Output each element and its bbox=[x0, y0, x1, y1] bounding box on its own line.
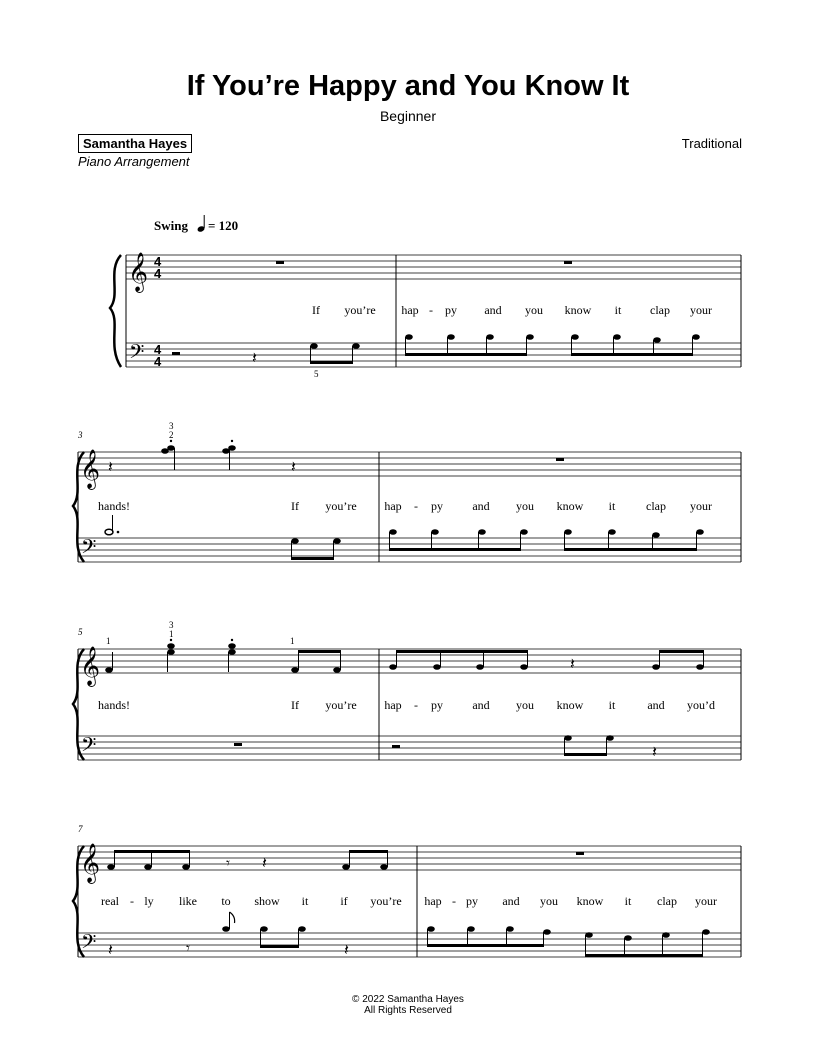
treble-clef-icon: 𝄞 bbox=[80, 843, 101, 883]
svg-text:-: - bbox=[452, 894, 456, 908]
svg-text:your: your bbox=[690, 303, 712, 317]
fingering: 5 bbox=[314, 369, 319, 379]
system-1 bbox=[110, 252, 741, 379]
measure-number: 7 bbox=[78, 824, 83, 834]
svg-text:4: 4 bbox=[154, 254, 162, 269]
fingering: 3 bbox=[169, 421, 174, 431]
rights-notice: All Rights Reserved bbox=[364, 1005, 452, 1016]
system-2 bbox=[73, 421, 741, 563]
svg-text:-: - bbox=[429, 303, 433, 317]
svg-text:and: and bbox=[484, 303, 502, 317]
quarter-note-icon bbox=[197, 215, 206, 233]
svg-text:py: py bbox=[466, 894, 478, 908]
svg-text:you’re: you’re bbox=[370, 894, 402, 908]
svg-text:know: know bbox=[576, 894, 604, 908]
svg-text:you’re: you’re bbox=[325, 698, 357, 712]
tempo-bpm: = 120 bbox=[208, 218, 239, 233]
tempo-style: Swing bbox=[154, 218, 188, 233]
svg-text:to: to bbox=[221, 894, 231, 908]
svg-text:-: - bbox=[130, 894, 134, 908]
svg-text:and: and bbox=[472, 698, 490, 712]
svg-text:1: 1 bbox=[169, 629, 174, 639]
bass-staff bbox=[78, 933, 741, 957]
arrangement-note: Piano Arrangement bbox=[78, 154, 190, 169]
bass-eighth-notes bbox=[291, 529, 704, 560]
composer-name: Traditional bbox=[681, 136, 742, 151]
system-3 bbox=[73, 620, 741, 761]
svg-text:it: it bbox=[624, 894, 632, 908]
half-rest-icon bbox=[172, 352, 180, 355]
svg-text:and: and bbox=[502, 894, 520, 908]
measure-number: 5 bbox=[78, 627, 83, 637]
page-title: If You’re Happy and You Know It bbox=[186, 70, 630, 102]
svg-text:your: your bbox=[695, 894, 717, 908]
quarter-rest-icon: 𝄽 bbox=[344, 940, 349, 959]
treble-staff bbox=[78, 846, 741, 870]
time-signature bbox=[154, 254, 162, 369]
svg-text:know: know bbox=[556, 698, 584, 712]
svg-text:know: know bbox=[556, 499, 584, 513]
svg-text:1: 1 bbox=[290, 636, 295, 646]
quarter-rest-icon: 𝄽 bbox=[252, 348, 257, 367]
whole-rest-icon bbox=[564, 261, 572, 264]
treble-clef-icon: 𝄞 bbox=[128, 252, 149, 292]
svg-text:real: real bbox=[101, 894, 119, 908]
svg-text:you: you bbox=[516, 499, 534, 513]
svg-text:hap: hap bbox=[384, 698, 402, 712]
eighth-rest-icon: 𝄾 bbox=[186, 939, 190, 957]
svg-text:it: it bbox=[608, 698, 616, 712]
whole-rest-icon bbox=[576, 852, 584, 855]
svg-text:ly: ly bbox=[144, 894, 154, 908]
svg-text:clap: clap bbox=[657, 894, 677, 908]
bass-eighth-notes bbox=[405, 334, 700, 356]
lyrics-line bbox=[101, 894, 717, 908]
bass-clef-icon: 𝄢 bbox=[129, 340, 145, 368]
treble-clef-icon: 𝄞 bbox=[80, 646, 101, 686]
svg-text:1: 1 bbox=[106, 636, 111, 646]
svg-text:4: 4 bbox=[154, 354, 162, 369]
page-footer bbox=[0, 994, 816, 1016]
bass-staff bbox=[78, 736, 741, 760]
svg-text:know: know bbox=[564, 303, 592, 317]
lyrics-line bbox=[312, 303, 712, 317]
svg-text:If: If bbox=[312, 303, 320, 317]
quarter-rest-icon: 𝄽 bbox=[108, 457, 113, 476]
svg-text:4: 4 bbox=[154, 342, 162, 357]
grand-staff-brace bbox=[110, 255, 121, 367]
svg-text:hap: hap bbox=[424, 894, 442, 908]
svg-text:it: it bbox=[301, 894, 309, 908]
copyright-notice: © 2022 Samantha Hayes bbox=[352, 994, 464, 1005]
measure-number: 3 bbox=[78, 430, 83, 440]
bass-eighth-notes bbox=[222, 912, 710, 957]
whole-rest-icon bbox=[556, 458, 564, 461]
bass-clef-icon: 𝄢 bbox=[81, 733, 97, 761]
quarter-rest-icon: 𝄽 bbox=[570, 654, 575, 673]
half-rest-icon bbox=[392, 745, 400, 748]
svg-text:py: py bbox=[445, 303, 457, 317]
treble-clef-icon: 𝄞 bbox=[80, 449, 101, 489]
quarter-rest-icon: 𝄽 bbox=[108, 940, 113, 959]
svg-text:you: you bbox=[540, 894, 558, 908]
arranger-name: Samantha Hayes bbox=[78, 134, 192, 153]
svg-text:4: 4 bbox=[154, 266, 162, 281]
svg-text:and: and bbox=[647, 698, 665, 712]
quarter-rest-icon: 𝄽 bbox=[652, 742, 657, 761]
svg-text:If: If bbox=[291, 499, 299, 513]
lyrics-line bbox=[98, 698, 715, 712]
whole-rest-icon bbox=[276, 261, 284, 264]
quarter-rest-icon: 𝄽 bbox=[291, 457, 296, 476]
svg-text:hands!: hands! bbox=[98, 698, 130, 712]
treble-staff bbox=[78, 452, 741, 476]
svg-text:-: - bbox=[414, 499, 418, 513]
svg-text:py: py bbox=[431, 499, 443, 513]
svg-text:3: 3 bbox=[169, 620, 174, 630]
quarter-rest-icon: 𝄽 bbox=[262, 853, 267, 872]
bass-clef-icon: 𝄢 bbox=[81, 535, 97, 563]
eighth-rest-icon: 𝄾 bbox=[226, 854, 230, 872]
svg-text:hap: hap bbox=[401, 303, 419, 317]
bass-dotted-half-note bbox=[105, 515, 119, 535]
whole-rest-icon bbox=[234, 743, 242, 746]
svg-text:you’re: you’re bbox=[344, 303, 376, 317]
svg-text:your: your bbox=[690, 499, 712, 513]
difficulty-subtitle: Beginner bbox=[379, 108, 437, 124]
svg-text:you: you bbox=[525, 303, 543, 317]
svg-text:it: it bbox=[614, 303, 622, 317]
svg-text:clap: clap bbox=[646, 499, 666, 513]
svg-text:hands!: hands! bbox=[98, 499, 130, 513]
svg-text:you’re: you’re bbox=[325, 499, 357, 513]
svg-text:show: show bbox=[254, 894, 280, 908]
bass-clef-icon: 𝄢 bbox=[81, 930, 97, 958]
svg-text:like: like bbox=[179, 894, 197, 908]
treble-notes bbox=[105, 639, 704, 673]
svg-text:hap: hap bbox=[384, 499, 402, 513]
fingerings bbox=[106, 620, 295, 646]
system-4 bbox=[73, 824, 741, 959]
svg-text:it: it bbox=[608, 499, 616, 513]
svg-text:if: if bbox=[340, 894, 348, 908]
svg-text:you’d: you’d bbox=[687, 698, 715, 712]
svg-text:clap: clap bbox=[650, 303, 670, 317]
svg-text:you: you bbox=[516, 698, 534, 712]
svg-text:If: If bbox=[291, 698, 299, 712]
lyrics-line bbox=[98, 499, 712, 513]
svg-text:py: py bbox=[431, 698, 443, 712]
treble-notes bbox=[107, 850, 388, 870]
svg-text:-: - bbox=[414, 698, 418, 712]
bass-eighth-notes bbox=[564, 735, 614, 756]
treble-chords bbox=[161, 440, 236, 470]
treble-staff bbox=[126, 255, 741, 279]
fingering: 2 bbox=[169, 430, 174, 440]
svg-text:and: and bbox=[472, 499, 490, 513]
